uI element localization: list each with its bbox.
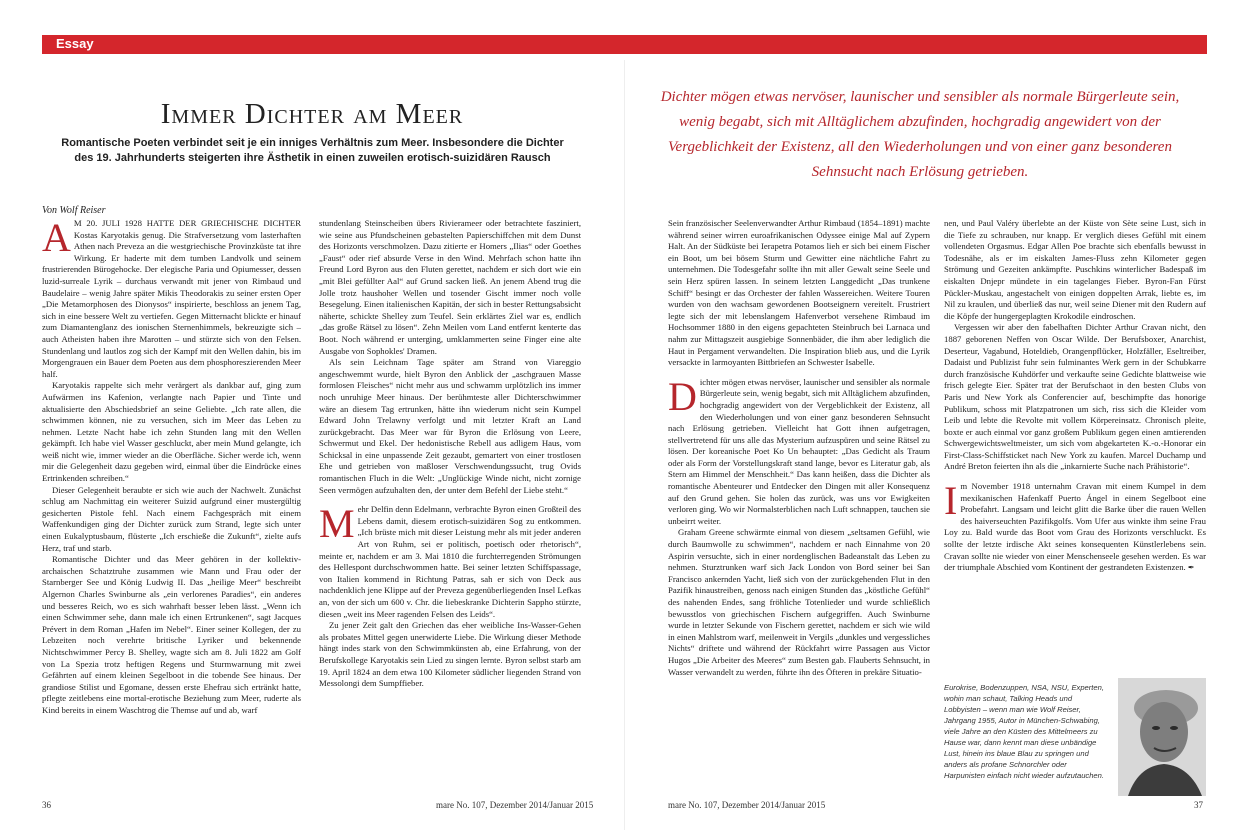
drop-cap: M	[319, 501, 355, 547]
section-label: Essay	[56, 36, 94, 51]
footer-left-issue: mare No. 107, Dezember 2014/Januar 2015	[436, 800, 594, 810]
paragraph: Romantische Dichter und das Meer gehören in der kollektiv-archaischen Schatztruhe zusammen wie Mann und Frau oder der Starnberger See und König Ludwig II. Das „heilige Meer“ beschreibt Algernon Charles Swinburne als „ein verlorenes Paradies“, ein anderes und besseres Reich, wo es sich wahrhaft besser leben lässt. „Wenn ich einen Schwimmer sehe, dann male ich einen Ertrunkenen“, sagt Jacques Prévert in dem Roman „Hafen im Nebel“. Einer seiner Kollegen, der zu Lebzeiten noch verehrte britische Lyriker und bekennende Nichtschwimmer Percy B. Shelley, wagte sich am 8. Juli 1822 am Golf von La Spezia trotz heftigen Regens und Sturmwarnung mit zwei Gefährten auf einem kleinen Segelboot in die tobende See hinaus. Der grandiose Stilist und Egomane, dessen erste Ehefrau sich ertränkt hatte, pflegte zeitlebens eine mortal-erotische Beziehung zum Meer, ruderte als Kind bereits in einem Waschtrog die Themse auf und ab, warf	[42, 554, 301, 715]
headline: Immer Dichter am Meer	[160, 98, 464, 130]
byline: Von Wolf Reiser	[42, 205, 106, 216]
section-bar	[42, 35, 1207, 54]
drop-cap: D	[668, 373, 697, 419]
end-mark-icon: ✒	[1187, 563, 1195, 573]
paragraph: Dichter mögen etwas nervöser, launischer und sensibler als normale Bürgerleute sein, wenig begabt, sich mit Alltäglichem abzufinden, hochgradig angewidert von der Vergeblichkeit der Existenz, all den Wiederholungen und von einer ganz besonderen Sehnsucht nach Erlösung getrieben. Vielleicht hat Gott ihnen aufgetragen, stellvertretend für uns alle das Mysterium aufzuspüren und seine Rätsel zu lösen. Der koreanische Poet Ko Un behauptet: „Das Gedicht als Traum oder als Form der Vorstellungskraft stand lange, bevor es Literatur gab, als Stern am Himmel der Menschheit.“ Das kann heißen, dass die Dichter als romantische Abenteurer und Entdecker den Dingen mit aller Konsequenz auf den Grund gehen. Sie holen das zurück, was uns vor Ewigkeiten verloren ging. Wo wir Normalsterblichen nach Luft schnappen, tauchen sie unbeirrt weiter.	[668, 373, 930, 526]
column-1	[42, 218, 301, 798]
pull-quote: Dichter mögen etwas nervöser, launischer und sensibler als normale Bürgerleute sein, wenig begabt, sich mit Alltäglichem abzufinden, hochgradig angewidert von der Vergeblichkeit der Existenz, all den Wiederholungen und von einer ganz besonderen Sehnsucht nach Erlösung getrieben.	[660, 89, 1180, 180]
paragraph: Zu jener Zeit galt den Griechen das eher weibliche Ins-Wasser-Gehen als probates Mittel gegen unerwiderte Liebe. Die Wirkung dieser Methode hängt indes stark von den Schwimmkünsten ab, eine Erfahrung, von der Berufskollege Karyotakis sein Lied zu singen lernte. Byron selbst starb am 19. April 1824 an dem etwa 100 Kilometer südlicher liegenden Strand von Messolongi dem Sumpffieber.	[319, 620, 581, 689]
paragraph: Als sein Leichnam Tage später am Strand von Viareggio angeschwemmt wurde, hielt Byron den Anblick der „aschgrauen Masse formlosen Fleisches“ nicht mehr aus und schwamm urplötzlich ins immer noch unruhige Meer hinaus. Der berühmteste aller Dichterschwimmer wäre an diesem Tag ertrunken, hätte ihn wiederum nicht sein Kumpel Edward John Trelawny verfolgt und mit letzter Kraft an Land zurückgebracht. Das Meer war für Byron die Erlösung von Leere, Schwermut und Ekel. Der hedonistische Rebell aus adligem Haus, vom Schicksal in eine unpassende Zeit gezaubt, gemartert von einer trostlosen Ehe und getrieben von maßloser Verschwendungssucht, trug Ovids romantischen Fluch in die Welt: „Unglückige Winde nicht, nicht zornige Seen vermögen aufzuhalten den, der unter dem Befehl der Liebe steht.“	[319, 357, 581, 495]
footer-left-page-number: 36	[42, 800, 51, 810]
drop-cap: I	[944, 478, 958, 524]
paragraph: Sein französischer Seelenverwandter Arthur Rimbaud (1854–1891) machte während seiner wirren euroafrikanischen Odyssee einige Mal auf Zypern Halt. An der Südküste bei Ierapetra Potamos lieh er sich bei einem Fischer ein Boot, um bei bösem Sturm und Gewitter eine nächtliche Fahrt zu unternehmen. Die Todesgefahr sollte ihn mit aller Gewalt seine Seele und sein Herz spüren lassen. In seinem letzten Langgedicht „Das trunkene Schiff“ besingt er das Orchester der fahlen Wassereichen. Weitere Touren wurden von den wachsam gewordenen Bootseignern vereitelt. Frustriert legte sich der mit lebenslangem Hafenverbot versehene Rimbaud im Hochsommer 1880 in den eigens gepachteten Steinbruch bei Larnaca und nahm zur Mittagszeit ausgiebige Sonnenbäder, die ihm aber lediglich die Haut in Pergament verwandelten. Die Inspiration blieb aus, und die Lyrik versackte in larmoyanten Bittbriefen an Schwester Isabelle.	[668, 218, 930, 368]
paragraph: nen, und Paul Valéry überlebte an der Küste von Sète seine Lust, sich in die Tiefe zu schrauben, nur knapp. Er verglich dieses Gefühl mit einem vollendeten Orgasmus. Edgar Allen Poe brachte sich ebenfalls bewusst in Todesnähe, als er im eiskalten James-Fluss zehn Kilometer gegen Strömung und Gezeiten ankämpfte. Puschkins winterlicher Badespaß im eiskalten Dnjepr mündete in ein tagelanges Fieber. Byron-Fan Fürst Pückler-Muskau, angestachelt von einigen doppelten Arrak, liebte es, im Nil zu kraulen, und überließ das nur, weil seine Diener mit den Rudern auf die Köpfe der hungergeplagten Krokodile eindroschen.	[944, 218, 1206, 321]
paragraph: Karyotakis rappelte sich mehr verärgert als dankbar auf, ging zum Aufwärmen ins Kafenion, verlangte nach Papier und Tinte und aktualisierte den Abschiedsbrief an seine Geliebte. „Ich rate allen, die schwimmen können, nie zu versuchen, sich im Meer das Leben zu nehmen. Letzte Nacht habe ich zehn Stunden lang mit den Wellen gekämpft. Ich habe viel Wasser geschluckt, aber mein Mund gelangte, ich weiß nicht wie, immer wieder an die Oberfläche. Sicher werde ich, wenn mir die Gelegenheit dazu gegeben wird, einmal über die Eindrücke eines Ertrinkenden schreiben.“	[42, 380, 301, 484]
column-2	[319, 218, 581, 798]
footer-right-page-number: 37	[1194, 800, 1203, 810]
paragraph: Dieser Gelegenheit beraubte er sich wie auch der Nachwelt. Zunächst schlug am Nachmittag ein weiterer Suizid aufgrund einer mustergültig gesicherten Pistole fehl. Nach einem Fachgespräch mit einem Waffenkundigen ging der Dichter zurück zum Strand, legte sich unter einen Eukalyptusbaum, flüsterte „Ich erschieße die Zukunft“, zielte aufs Herz, traf und starb.	[42, 484, 301, 553]
subheadline: Romantische Poeten verbindet seit je ein inniges Verhältnis zum Meer. Insbesondere die Dichter des 19. Jahrhunderts steigerten ihre Ästhetik in einen zuweilen erotisch-suizidären Rausch	[61, 137, 564, 164]
page-gutter	[624, 60, 625, 830]
paragraph: Mehr Delfin denn Edelmann, verbrachte Byron einen Großteil des Lebens damit, diesem erotisch-suizidären Sog zu entkommen. „Ich brüste mich mit dieser Leistung mehr als mit jeder anderen Art von Ruhm, sei er politisch, poetisch oder rhetorisch“, meinte er, nachdem er am 3. Mai 1810 die furchterregenden Strömungen des Hellespont durchschwommen hatte. Bei seiner letzten Schiffspassage, von Italien kommend in Richtung Patras, sah er sich von Deck aus nachdenklich jene Klippe auf der Preveza gegenüberliegenden Insel Lefkas an, von der sich um 600 v. Chr. die liebeskranke Dichterin Sappho stürzte, diesen „weit ins Meer ragenden Felsen des Leids“.	[319, 501, 581, 619]
footer-right-issue: mare No. 107, Dezember 2014/Januar 2015	[668, 800, 826, 810]
paragraph: Vergessen wir aber den fabelhaften Dichter Arthur Cravan nicht, den 1887 geborenen Neffen von Oscar Wilde. Der Berufsboxer, Anarchist, Deserteur, Vagabund, Hoteldieb, Orangenpflücker, Holzfäller, Eseltreiber, Dadaist und Publizist fuhr sein fulminantes Werk gern in der Schubkarre durch französische Kuhdörfer und verkaufte seine Gedichte blattweise wie frisch gelegte Eier. Später trat der Berufschaot in den besten Clubs von Paris und New York als Conferencier auf, beschimpfte das honorige Publikum, schoss mit Platzpatronen um sich, riss sich die Kleider vom Leib und lebte die Revolte mit vollem Körpereinsatz. Chronisch pleite, boxte er auch einmal vor ganz großem Publikum gegen einen amtierenden Schwergewichtsweltmeister, um sich vom abgekarteten K.-o.-Honorar ein First-Class-Schiffsticket nach New York zu kaufen. Marcel Duchamp und André Breton feierten ihn als die „inkarnierte Suche nach Prähistorie“.	[944, 322, 1206, 472]
paragraph: Graham Greene schwärmte einmal von diesem „seltsamen Gefühl, wie durch Baumwolle zu schwimmen“, nachdem er nach Einnahme von 20 Aspirin versuchte, sich in einer nordenglischen Badeanstalt das Leben zu nehmen. Sturztrunken warf sich Jack London von Bord seiner bei San Francisco ankernden Yacht, ließ sich von der zurückgehenden Flut in den Pazifik hinaustreiben, genoss nach einigen Stunden das „köstliche Gefühl“ des nahenden Endes, sang fröhliche Totenlieder und wurde schließlich bewusstlos von griechischen Fischern aufgegriffen. Auch Swinburne wurde in letzter Sekunde von Fischern gerettet, nachdem er sich wie wild in einen Mahlstrom warf, meilenweit in Vergils „dunkles und vergessliches Nichts“ driftete und während der Rückfahrt wirre Passagen aus Victor Hugos „Die Arbeiter des Meeres“ zum Besten gab. Flauberts Sehnsucht, in Wasser verwandelt zu werden, führte ihn des Öfteren in prekäre Situatio-	[668, 527, 930, 677]
author-photo	[1118, 678, 1206, 796]
paragraph: Im November 1918 unternahm Cravan mit einem Kumpel in dem mexikanischen Hafenkaff Puerto Ángel in einem Segelboot eine Probefahrt. Langsam und leicht glitt die Barke über die rauen Wellen des haiverseuchten Pazifikgolfs. Vom Ufer aus winkte ihm seine Frau Loy zu. Bald wurde das Boot vom Grau des Horizonts verschluckt. Es sollte der letzte irdische Akt seines konsequenten Künstlerlebens sein. Cravan sollte nie wieder von einer Menschenseele gesehen werden. Es war der triumphale Abschied vom Kontinent der gestrandeten Existenzen. ✒	[944, 478, 1206, 573]
column-4	[944, 218, 1206, 676]
column-3	[668, 218, 930, 798]
author-caption: Eurokrise, Bodenzuppen, NSA, NSU, Experten, wohin man schaut, Talking Heads und Lobbyisten – wenn man wie Wolf Reiser, Jahrgang 1955, Autor in München-Schwabing, viele Jahre an den Küsten des Mittelmeers zu Hause war, dann kennt man diese unbändige Lust, hinein ins blaue Blau zu springen und anders als profane Schnorchler oder Harpunisten einfach nicht wieder aufzutauchen.	[944, 683, 1104, 780]
drop-cap: A	[42, 218, 71, 260]
paragraph: stundenlang Steinscheiben übers Rivierameer oder betrachtete fasziniert, wie seine aus Pfundscheinen gebastelten Papierschiffchen mit dem Dunst des Horizonts verschmolzen. Dazu zitierte er Homers „Ilias“ oder Goethes „Faust“ oder rief absurde Verse in den Wind. Mehrfach schon hatte ihn Freund Lord Byron aus den Fluten gerettet, nachdem er sich dort wie ein „mit Blei gefüllter Aal“ auf Grund sacken ließ. An jenem Abend trug die Jolle trotz haushoher Wellen und tosender Gischt immer noch volle Besegelung. Einen italienischen Kapitän, der sich in bester Rettungsabsicht näherte, schickte Shelley zum Teufel. Sein erklärtes Ziel war es, endlich „das große Rätsel zu lösen“. Zehn Meilen vom Land entfernt kenterte das Boot. Noch während er unterging, umklammerten seine Finger eine alte Ausgabe von Sophokles' Dramen.	[319, 218, 581, 356]
author-portrait-icon	[1118, 678, 1206, 796]
paragraph: A M 20. JULI 1928 HATTE DER GRIECHISCHE DICHTER Kostas Karyotakis genug. Die Strafversetzung vom lasterhaften Athen nach Preveza an die westgriechische Provinzküste tat ihre Wirkung. Er haderte mit dem tumben Landvolk und seinem frustrierenden Bürogehocke. Der elegische Paria und Opiumesser, dessen luzid-surreale Lyrik – durchaus verwandt mit jener von Rimbaud und Baudelaire – wenig Jahre später Mikis Theodorakis zu seiner ersten Oper „Die Metamorphosen des Dionysos“ inspirierte, beschloss an jenem Tag, sich in eine bessere Welt zu vertiefen. Gegen Mitternacht blickte er hinauf zum Diamantenglanz des ionischen Sternenhimmels, bekreuzigte sich – auch Atheisten haben ihre Marotten – und stürzte sich von den Felsen. Stundenlang und lautlos zog sich der Kampf mit den Wellen dahin, bis im Morgengrauen ein Bauer dem Poeten aus dem phosphoreszierenden Meer half.	[42, 218, 301, 379]
